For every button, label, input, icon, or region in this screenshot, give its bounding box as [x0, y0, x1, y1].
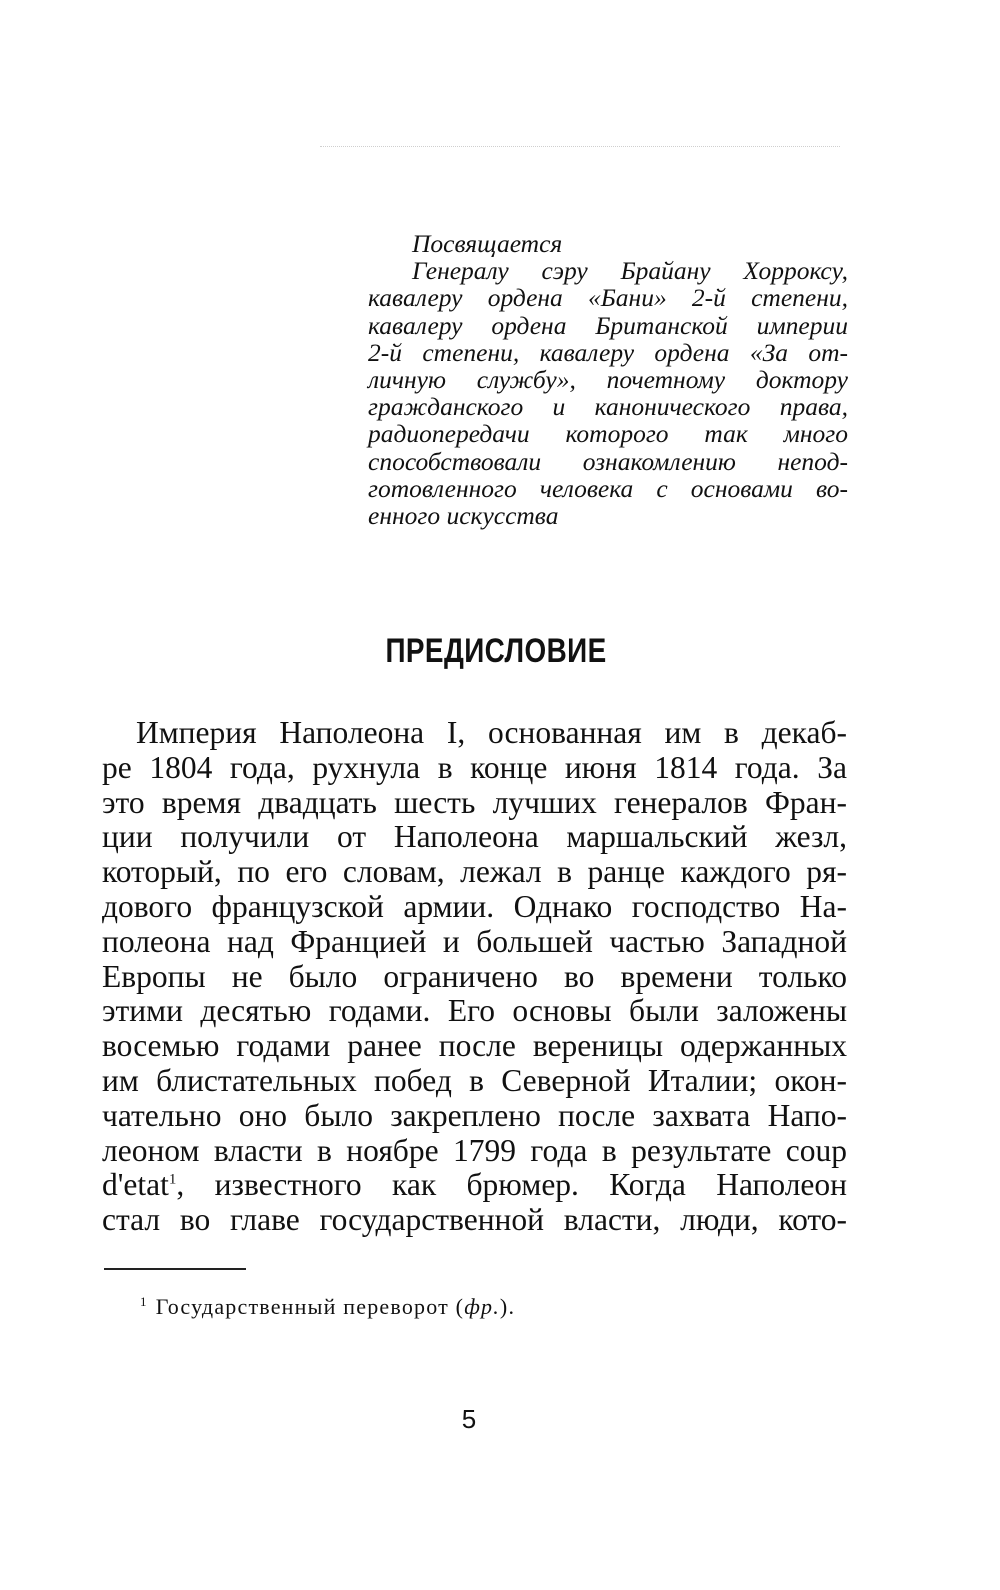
body-line: стал во главе государственной власти, люди, кото- — [102, 1202, 847, 1238]
body-line: который, по его словам, лежал в ранце каждого ря- — [102, 854, 847, 890]
dedication-line: енного искусства — [368, 501, 559, 531]
body-line: восемью годами ранее после вереницы одержанных — [102, 1028, 847, 1064]
chapter-heading: ПРЕДИСЛОВИЕ — [385, 632, 607, 670]
dedication-line: кавалеру ордена Британской империи — [368, 310, 848, 340]
footnote-abbreviation: фр. — [464, 1294, 500, 1319]
dedication-line: кавалеру ордена «Бани» 2-й степени, — [368, 283, 848, 313]
body-line: этими десятью годами. Его основы были заложены — [102, 993, 847, 1029]
dedication — [368, 230, 848, 529]
body-line: полеона над Францией и большей частью Западной — [102, 923, 847, 959]
footnote-divider — [104, 1268, 246, 1270]
dedication-line: Посвящается — [412, 229, 563, 258]
dedication-line: готовленного человека с основами во- — [368, 473, 848, 503]
dedication-line: гражданского и канонического права, — [368, 392, 848, 422]
dedication-line: способствовали ознакомлению непод- — [368, 446, 848, 476]
body-line: d'etat$^1$, известного как брюмер. Когда Наполеон — [102, 1167, 848, 1203]
body-line: ре 1804 года, рухнула в конце июня 1814 года. За — [102, 749, 847, 785]
footnote-mark: 1 — [140, 1293, 148, 1309]
footnote-reference[interactable]: 1 — [168, 1171, 177, 1188]
dedication-line: 2-й степени, кавалеру ордена «За от- — [368, 337, 848, 367]
body-line: дового французской армии. Однако господство На- — [102, 888, 847, 924]
dedication-line: личную службу», почетному доктору — [368, 365, 848, 395]
top-divider — [320, 146, 840, 147]
body-line: это время двадцать шесть лучших генералов Фран- — [102, 784, 847, 820]
dedication-line: Генералу сэру Брайану Хорроксу, — [412, 256, 848, 286]
french-phrase: d'etat — [102, 1167, 169, 1203]
body-line: Европы не было ограничено во времени только — [102, 958, 847, 994]
body-line: леоном власти в ноябре 1799 года в результате coup — [102, 1132, 847, 1168]
footnote-text: Государственный переворот ( — [155, 1294, 465, 1319]
dedication-line: радиопередачи которого так много — [368, 419, 848, 449]
body-line: им блистательных побед в Северной Италии; окон- — [102, 1062, 847, 1098]
body-line: Империя Наполеона I, основанная им в декаб- — [136, 715, 847, 750]
footnote-close: ). — [499, 1294, 516, 1319]
body-text — [102, 716, 847, 1238]
body-line: чательно оно было закреплено после захвата Напо- — [102, 1097, 847, 1133]
body-line-rest: известного как брюмер. Когда Наполеон — [214, 1167, 848, 1203]
page-number: 5 — [461, 1404, 477, 1434]
footnote — [140, 1294, 840, 1320]
body-line: ции получили от Наполеона маршальский жезл, — [102, 819, 847, 855]
